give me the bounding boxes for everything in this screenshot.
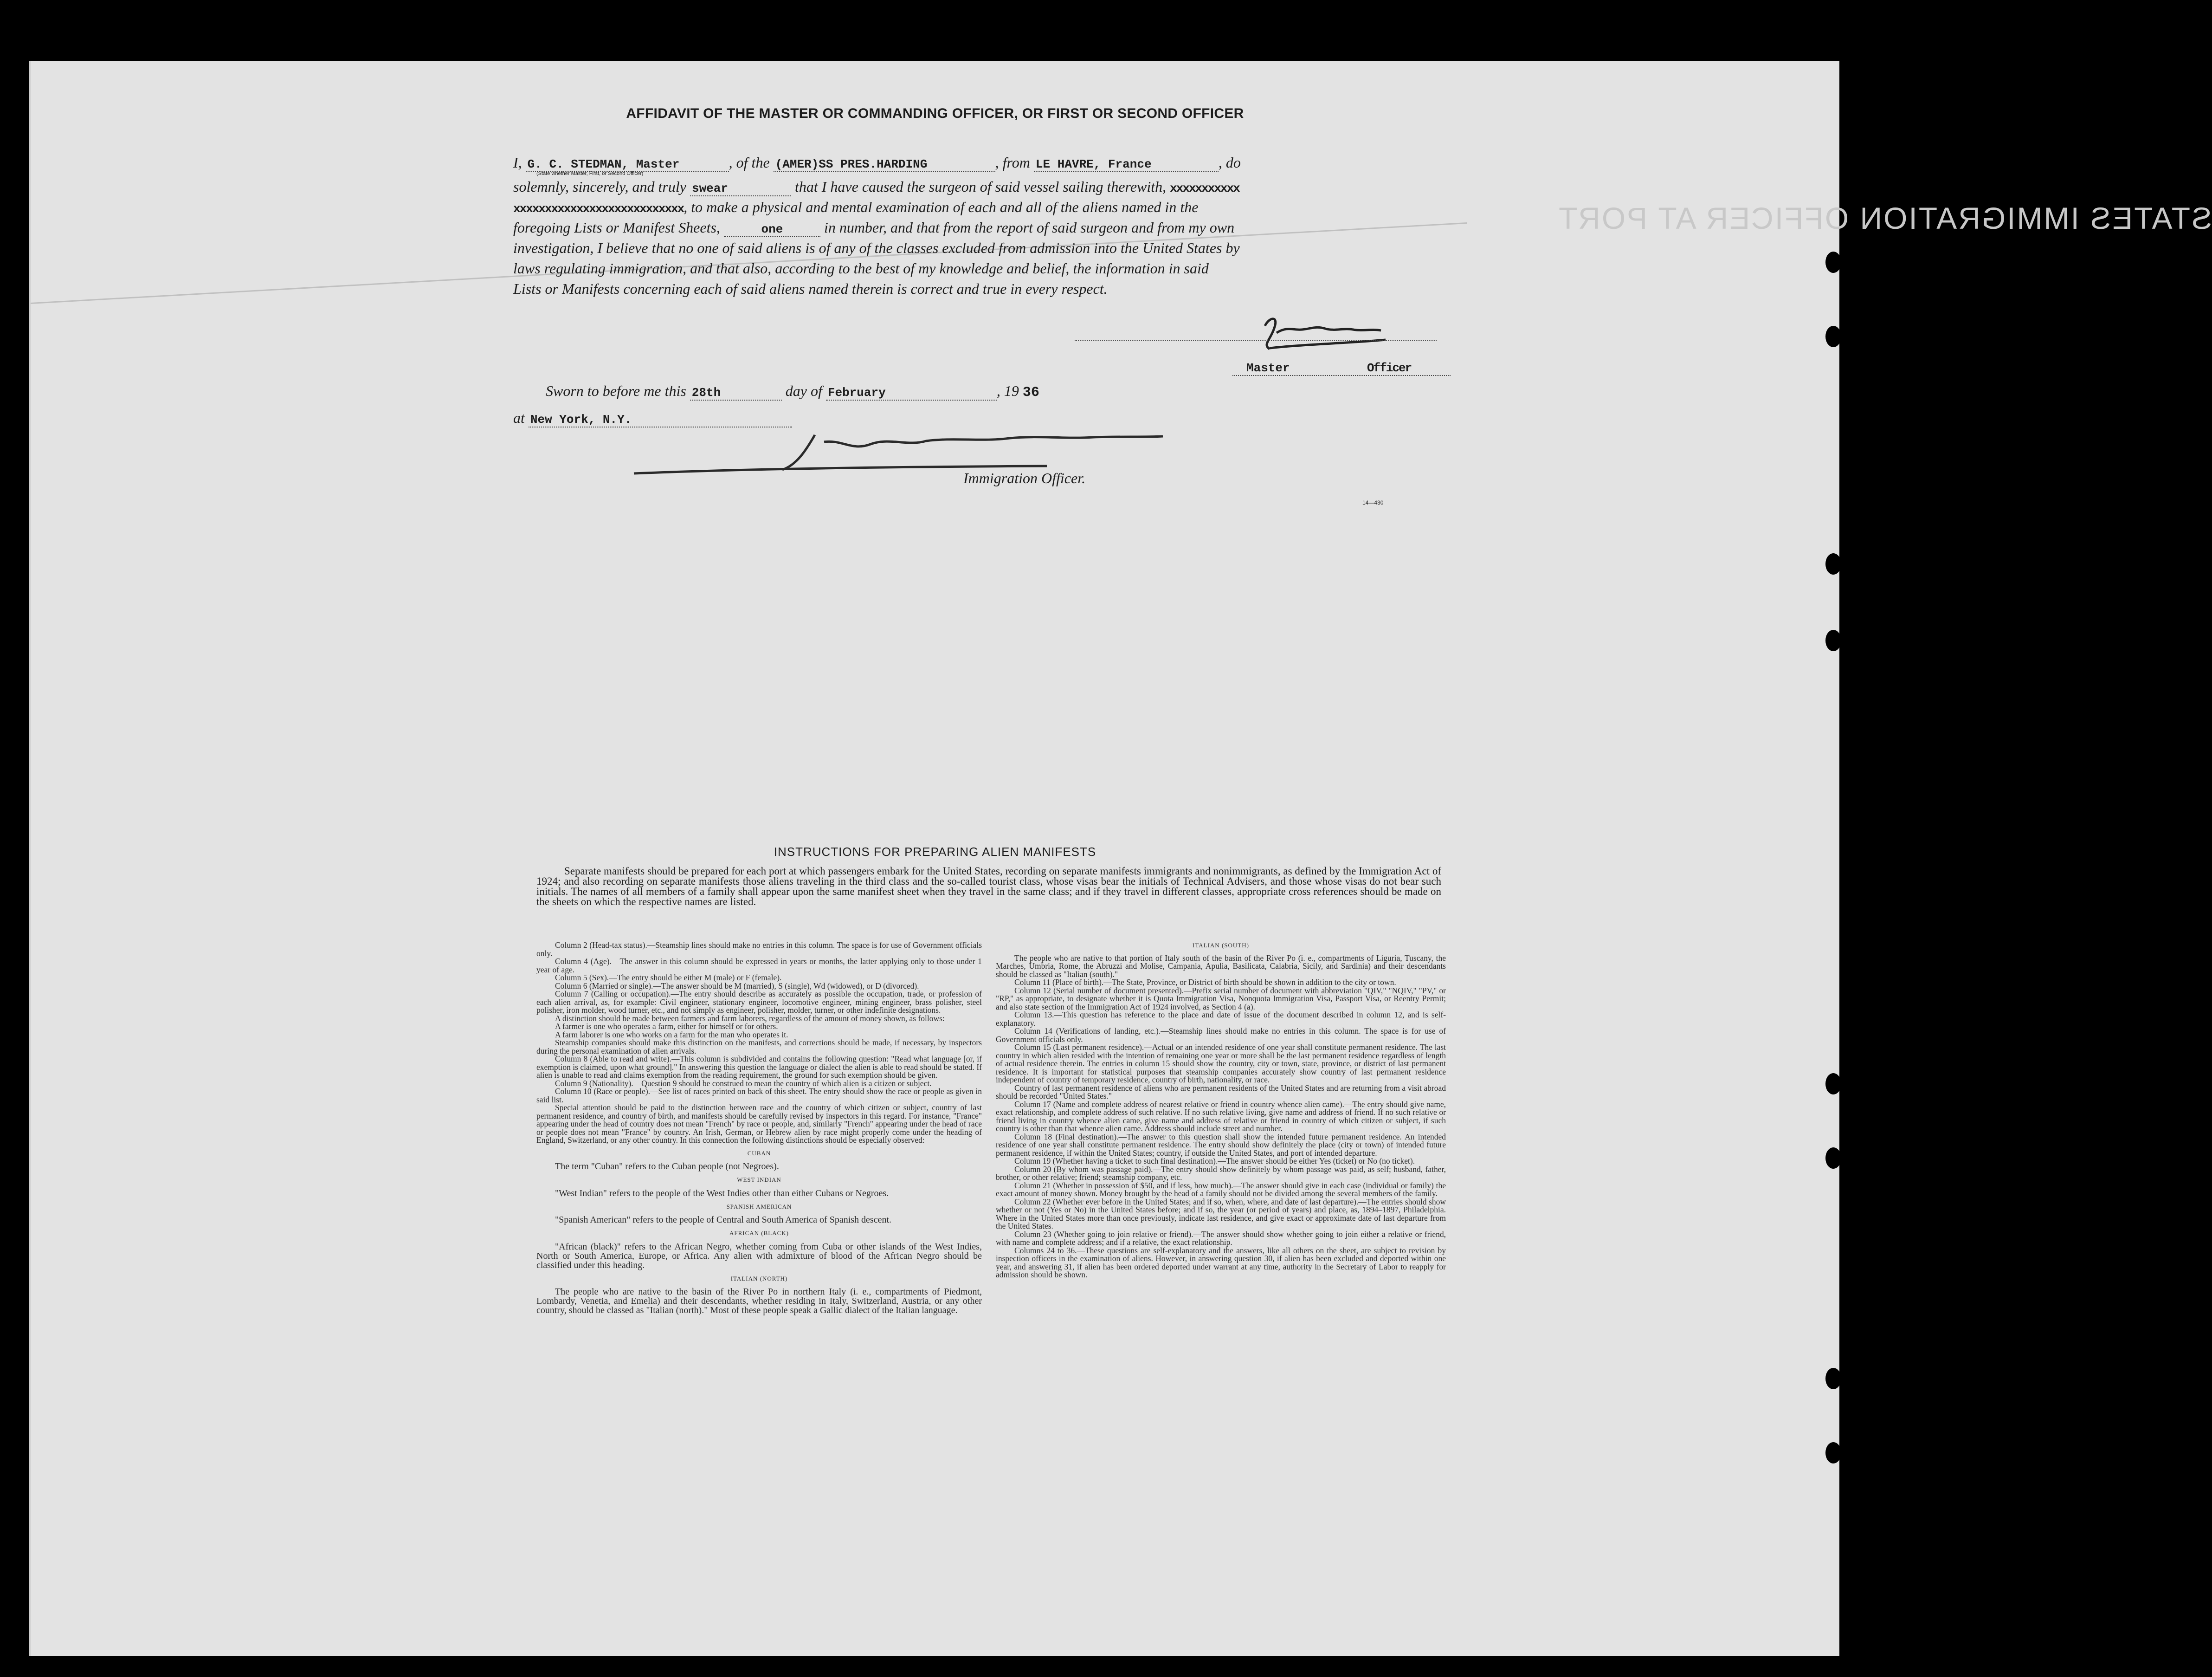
signer-struck: Officer xyxy=(1367,361,1412,375)
section-heading: ITALIAN (SOUTH) xyxy=(1193,942,1249,949)
text: , of the xyxy=(729,154,770,171)
title-line xyxy=(1232,375,1451,376)
text: at xyxy=(513,409,525,426)
text: Sworn to before me this xyxy=(546,382,686,399)
text: day of xyxy=(785,382,822,399)
binder-hole xyxy=(1825,1147,1841,1169)
intro-paragraph: Separate manifests should be prepared for each port at which passengers embark for the United States, recording on separate manifests immigrants and nonimmigrants, as defined by the Immigration Act of 1924; and also recording on separate manifests those aliens traveling in the third class and the so-called tourist class, whose visas bear the initials of Technical Advisers, and those whose visas do not bear such initials. The names of all members of a family shall appear upon the same manifest sheet when they travel in the same class; and if they travel in different classes, appropriate cross references should be made on the sheets on which the respective names are listed. xyxy=(536,865,1441,907)
section-heading: WEST INDIAN xyxy=(737,1176,781,1183)
binder-hole xyxy=(1825,553,1841,575)
section-heading: ITALIAN (NORTH) xyxy=(730,1275,788,1282)
instruction-paragraph: Column 7 (Calling or occupation).—The entry should describe as accurately as possible the occupation, trade, or profession of each alien arrival, as, for example: Civil engineer, stationary engineer, locomotive engineer, mining engineer, brass polisher, steel polisher, iron molder, wood turner, etc., and not simply as engineer, polisher, molder, turner, or other indefinite designations. xyxy=(536,989,982,1015)
bleed-through-text: STATES IMMIGRATION OFFICER AT PORT xyxy=(1557,201,2212,235)
text: I, xyxy=(513,154,522,171)
signature-line xyxy=(1075,340,1437,341)
section-text: The people who are native to the basin of the River Po in northern Italy (i. e., compartments of Piedmont, Lombardy, Venetia, and Emelia) and their descendants, whether residing in Italy, Switzerland, Austria, or any other country, should be classed as "Italian (north)." Most of these people speak a Gallic dialect of the Italian language. xyxy=(536,1287,982,1315)
text: , 19 xyxy=(996,382,1019,399)
affidavit-line-5: investigation, I believe that no one of said aliens is of any of the classes excluded from admission into the United States by xyxy=(513,240,1240,256)
instruction-paragraph: Column 4 (Age).—The answer in this column should be expressed in years or months, the latter applying only to those under 1 year of age. xyxy=(536,957,982,974)
place-field: New York, N.Y. xyxy=(529,413,792,427)
binder-hole xyxy=(1825,326,1841,347)
instruction-paragraph: Special attention should be paid to the distinction between race and the country of which citizen or subject, country of last permanent residence, and country of birth, and manifests should be carefully revised by inspectors in this regard. For instance, "France" appearing under the head of country does not mean "French" by race or people, and, similarly "French" appearing under the head of race or people does not mean "France" by country. An Irish, German, or Hebrew alien by race might properly come under the heading of England, Switzerland, or any other country. In this connection the following distinctions should be especially observed: xyxy=(536,1103,982,1145)
officer-name-field: G. C. STEDMAN, Master xyxy=(526,157,729,172)
oath-field: swear xyxy=(690,181,791,196)
affidavit-line-1 xyxy=(513,152,1460,173)
instruction-paragraph: A farm laborer is one who works on a farm for the man who operates it. xyxy=(555,1030,788,1039)
text: in number, and that from the report of said surgeon and from my own xyxy=(824,219,1235,236)
instruction-paragraph: Columns 24 to 36.—These questions are self-explanatory and the answers, like all others on the sheet, are subject to revision by inspection officers in the examination of aliens. However, in answering question 30, if alien has been excluded and deported within one year, and answering 31, if alien has been ordered deported under warrant at any time, authority in the Secretary of Labor to reapply for admission should be shown. xyxy=(996,1245,1446,1279)
port-field: LE HAVRE, France xyxy=(1034,157,1219,172)
rank-note: (State whether Master, First, or Second Officer) xyxy=(536,171,644,176)
text: that I have caused the surgeon of said vessel sailing therewith, xyxy=(794,178,1167,195)
instruction-paragraph: Column 14 (Verifications of landing, etc.).—Steamship lines should make no entries in this column. The space is for use of Government officials only. xyxy=(996,1026,1446,1044)
instruction-paragraph: Column 13.—This question has reference to the place and date of issue of the document described in column 12, and is self-explanatory. xyxy=(996,1010,1446,1028)
binder-hole xyxy=(1825,630,1841,651)
instruction-paragraph: A distinction should be made between farmers and farm laborers, regardless of the amount of money shown, as follows: xyxy=(555,1013,945,1023)
affidavit-line-2 xyxy=(513,176,1460,199)
instruction-paragraph: Column 21 (Whether in possession of $50, and if less, how much).—The answer should give in each case (individual or family) the exact amount of money shown. Money brought by the head of a family should not be divided among the several members of the family. xyxy=(996,1180,1446,1198)
manifest-page xyxy=(29,61,2212,1656)
binder-hole xyxy=(1825,1073,1841,1094)
instruction-paragraph: Column 15 (Last permanent residence).—Actual or an intended residence of one year shall constitute permanent residence. The last country in which alien resided with the intention of remaining one year or more shall be the last permanent residence regardless of length of actual residence therein. The entries in column 15 should show the country, city or town, state, province, or district of last permanent residence. It is important for statistical purposes that steamship companies accurately show country of last permanent residence independent of country of temporary residence, country of birth, nationality, or race. xyxy=(996,1042,1446,1084)
instructions-right-column xyxy=(996,941,1446,1279)
affidavit-line-7: Lists or Manifests concerning each of said aliens named therein is correct and true in every respect. xyxy=(513,280,1108,297)
day-field: 28th xyxy=(690,386,782,401)
sworn-line xyxy=(546,381,1492,403)
section-text: "African (black)" refers to the African Negro, whether coming from Cuba or other islands of the West Indies, North or South America, Europe, or Africa. Any alien with admixture of blood of the African Negro should be classified under this heading. xyxy=(536,1241,982,1270)
instruction-paragraph: Column 11 (Place of birth).—The State, Province, or District of birth should be shown in addition to the city or town. xyxy=(1014,978,1396,987)
struck-text: xxxxxxxxxxx xyxy=(1170,181,1239,195)
instruction-paragraph: Column 5 (Sex).—The entry should be either M (male) or F (female). xyxy=(555,973,782,982)
signer-title: Master xyxy=(1246,361,1290,375)
binder-hole xyxy=(1825,1368,1841,1389)
vessel-field: (AMER)SS PRES.HARDING xyxy=(774,157,995,172)
text: solemnly, sincerely, and truly xyxy=(513,178,686,195)
form-number: 14—430 xyxy=(1362,499,1384,506)
text: , to make a physical and mental examination of each and all of the aliens named in the xyxy=(684,199,1199,215)
instruction-paragraph: The people who are native to that portion of Italy south of the basin of the River Po (i. e., compartments of Liguria, Tuscany, the Marches, Umbria, Rome, the Abruzzi and Molise, Campania, Apulia, Basilicata, Calabria, Sicily, and Sardinia) and their descendants should be classed as "Italian (south)." xyxy=(996,953,1446,979)
section-heading: SPANISH AMERICAN xyxy=(726,1203,792,1210)
master-signature xyxy=(1237,307,1423,358)
instruction-paragraph: Column 10 (Race or people).—See list of races printed on back of this sheet. The entry should show the race or people as given in said list. xyxy=(536,1087,982,1104)
year-field: 36 xyxy=(1022,385,1039,401)
struck-text: xxxxxxxxxxxxxxxxxxxxxxxxxxx xyxy=(513,202,684,216)
instruction-paragraph: Country of last permanent residence of aliens who are permanent residents of the United States and are returning from a visit abroad should be recorded "United States." xyxy=(996,1083,1446,1101)
instruction-paragraph: Column 17 (Name and complete address of nearest relative or friend in country whence alien came).—The entry should give name, exact relationship, and complete address of such relative. If no such relative living, give name and address of friend. If no such relative or friend living in country whence alien came, give name and address of relative or friend in country of which citizen or subject, if such country is other than that whence alien came. Address should include street and number. xyxy=(996,1099,1446,1133)
affidavit-line-3 xyxy=(513,197,1460,219)
instruction-paragraph: Column 22 (Whether ever before in the United States; and if so, when, where, and date of last departure).—The entries should show whether or not (Yes or No) in the United States before; and if so, the year (or period of years) and place, as, 1894–1897, Philadelphia. Where in the United States more than once previously, indicate last residence, and give exact or approximate date of last departure from the United States. xyxy=(996,1197,1446,1230)
instruction-paragraph: Column 2 (Head-tax status).—Steamship lines should make no entries in this column. The space is for use of Government officials only. xyxy=(536,940,982,958)
affidavit-line-4 xyxy=(513,217,1460,238)
affidavit-line-6: laws regulating immigration, and that also, according to the best of my knowledge and belief, the information in said xyxy=(513,260,1209,277)
affidavit-title: AFFIDAVIT OF THE MASTER OR COMMANDING OFFICER, OR FIRST OR SECOND OFFICER xyxy=(626,106,1244,121)
section-text: "Spanish American" refers to the people of Central and South America of Spanish descent. xyxy=(555,1215,892,1225)
section-text: The term "Cuban" refers to the Cuban people (not Negroes). xyxy=(555,1161,779,1172)
section-text: "West Indian" refers to the people of the West Indies other than either Cubans or Negroes. xyxy=(555,1188,889,1198)
instruction-paragraph: Column 8 (Able to read and write).—This column is subdivided and contains the following question: "Read what language [or, if exemption is claimed, upon what ground]." In answering this question the language or dialect the alien is able to read should be stated. If alien is unable to read and claims exemption from the reading requirement, the ground for such exemption should be given. xyxy=(536,1054,982,1080)
text: foregoing Lists or Manifest Sheets, xyxy=(513,219,720,236)
instruction-paragraph: Column 12 (Serial number of document presented).—Prefix serial number of document with abbreviation "QIV," "NQIV," "PV," or "RP," as appropriate, to designate whether it is Quota Immigration Visa, Nonquota Immigration Visa, Passport Visa, or Reentry Permit; and also state section of the Immigration Act of 1924 involved, as Section 4 (a). xyxy=(996,985,1446,1011)
instruction-paragraph: Column 19 (Whether having a ticket to such final destination).—The answer should be either Yes (ticket) or No (no ticket). xyxy=(1014,1156,1415,1165)
instruction-paragraph: Steamship companies should make this distinction on the manifests, and corrections should be made, if necessary, by inspectors during the personal examination of alien arrivals. xyxy=(536,1038,982,1055)
text: , do xyxy=(1218,154,1241,171)
instruction-paragraph: Column 23 (Whether going to join relative or friend).—The answer should show whether going to join either a relative or friend, with name and complete address; and if a relative, the exact relationship. xyxy=(996,1229,1446,1247)
text: , from xyxy=(995,154,1030,171)
binder-hole xyxy=(1825,1442,1841,1463)
section-heading: CUBAN xyxy=(747,1149,771,1157)
instruction-paragraph: Column 9 (Nationality).—Question 9 should be construed to mean the country of which alien is a citizen or subject. xyxy=(555,1078,932,1088)
instruction-paragraph: Column 6 (Married or single).—The answer should be M (married), S (single), Wd (widowed), or D (divorced). xyxy=(555,981,919,991)
instruction-paragraph: Column 18 (Final destination).—The answer to this question shall show the intended future permanent residence. An intended residence of one year shall constitute permanent residence. The entry should show definitely the place (city or town) of intended future permanent residence, if within the United States; country, if outside the United States, and port of intended departure. xyxy=(996,1132,1446,1158)
immigration-officer-label: Immigration Officer. xyxy=(963,470,1086,486)
sheet-count-field: one xyxy=(724,222,820,237)
instructions-left-column xyxy=(536,941,982,1315)
instructions-title: INSTRUCTIONS FOR PREPARING ALIEN MANIFESTS xyxy=(774,845,1096,859)
instructions-intro xyxy=(536,866,1441,907)
binder-hole xyxy=(1825,252,1841,273)
section-heading: AFRICAN (BLACK) xyxy=(729,1230,789,1237)
instruction-paragraph: Column 20 (By whom was passage paid).—The entry should show definitely by whom passage was paid, as self; husband, father, brother, or other relative; friend; steamship company, etc. xyxy=(996,1164,1446,1182)
instruction-paragraph: A farmer is one who operates a farm, either for himself or for others. xyxy=(555,1022,778,1031)
month-field: February xyxy=(826,386,997,401)
